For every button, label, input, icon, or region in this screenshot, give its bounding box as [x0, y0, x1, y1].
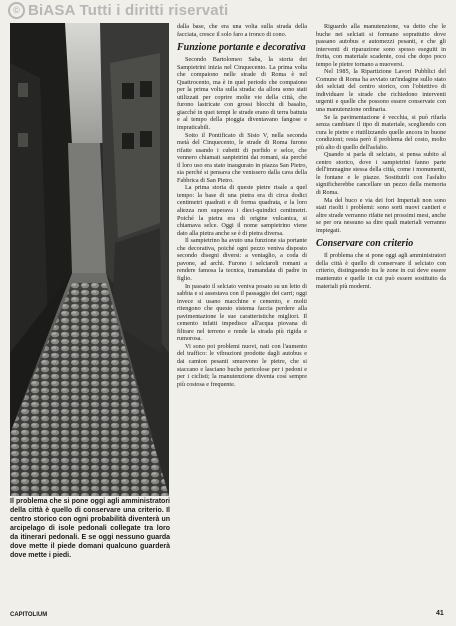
watermark — [8, 2, 228, 19]
copyright-icon: © — [8, 2, 25, 19]
section-heading-funzione: Funzione portante e decorativa — [177, 42, 306, 54]
photo-caption: Il problema che si pone oggi agli amministratori della città è quello di conservare una criterio. Il centro storico con ogni probabilità diventerà un arcipelago di isole pedonali collegate tra loro da itinerari pedonali. E se oggi nessuno guarda dove mette il piede domani qualcuno guarderà dove mette i piedi. — [10, 498, 170, 559]
body-paragraph: Il problema che si pone oggi agli amministratori della città è quello di conservare il selciato con criterio, distinguendo tra le zone in cui deve essere mantenuto e quelle in cui può essere sostituito da materiali più moderni. — [316, 252, 446, 290]
street-photo — [10, 23, 169, 496]
body-paragraph: Secondo Bartolomeo Saba, la storia dei Sampietrini inizia nel Cinquecento. La prima volta che compaiono nelle strade di Roma è nel Quattrocento, ma è in quel periodo che compaiono per la prima volta sulla strada: da allora sono stati utilizzati per coprire molte vie della città, che furono lastricate con grossi blocchi di basalto, giacché in quei tempi le strade erano di terra battuta e al tempo della pioggia diventavano fangose e impraticabili. — [177, 56, 307, 132]
body-paragraph: In passato il selciato veniva posato su un letto di sabbia e si assestava con il passaggio dei carri; oggi invece si usano macchine e cemento, e molti ritengono che questo sistema faccia perdere alla pavimentazione le sue caratteristiche migliori. Il cemento infatti impedisce all'acqua piovana di filtrare nel terreno e rende la strada più rigida e rumorosa. — [177, 282, 307, 343]
magazine-name: CAPITOLIUM — [10, 612, 48, 618]
body-paragraph: Il sampietrino ha avuto una funzione sia portante che decorativa, poiché ogni pezzo veniva disposto secondo disegni diversi: a ventaglio, a coda di pavone, ad archi. Furono i selciaroli romani a rendere famosa la tecnica, tramandata di padre in figlio. — [177, 237, 307, 282]
body-paragraph: Quando si parla di selciato, si pensa subito al centro storico, dove i sampietrini fanno parte dell'immagine stessa della città, come i monumenti, le fontane e le piazze. Sostituirli con l'asfalto significherebbe cancellare un pezzo della memoria di Roma. — [316, 151, 446, 197]
body-paragraph: Nel 1985, la Ripartizione Lavori Pubblici del Comune di Roma ha avviato un'indagine sullo stato dei selciati del centro storico, con l'obiettivo di individuare le strade che richiedono interventi urgenti e quelle che possono essere conservate con una manutenzione ordinaria. — [316, 68, 446, 114]
column-intro: dalla base, che era una volta sulla strada della facciata, cresce il solo faro a tronco di cono. — [177, 23, 307, 38]
watermark-text: BiASA Tutti i diritti riservati — [28, 2, 229, 19]
body-paragraph: Ma del buco e via dei fori Imperiali non sono stati risolti i problemi: sono sorti nuovi cantieri e altre strade verranno rifatte nei prossimi mesi, anche se per ora nessuno sa dire quali materiali verranno impiegati. — [316, 196, 446, 234]
body-paragraph: Vi sono poi problemi nuovi, nati con l'aumento del traffico: le vibrazioni prodotte dagli autobus e dai camion pesanti smuovono le pietre, che si staccano e lasciano buche pericolose per i pedoni e per i ciclisti; la manutenzione diventa così sempre più costosa e frequente. — [177, 342, 307, 388]
body-paragraph: Riguardo alla manutenzione, va detto che le buche nei selciati si formano soprattutto dove passano autobus e automezzi pesanti, e che gli interventi di riparazione sono spesso eseguiti in fretta, con materiale scadente, così che dopo poco tempo le pietre tornano a muoversi. — [316, 23, 446, 68]
street-photo-drawing — [10, 23, 169, 496]
body-paragraph: Sotto il Pontificato di Sisto V, nella seconda metà del Cinquecento, le strade di Roma furono rifatte usando i cubetti di porfido e selce, che vennero chiamati sanpietrini dai romani, sia perché il loro uso era stato inaugurato in piazza San Pietro, sia perché si pensava che venissero dalla cava della Fabbrica di San Pietro. — [177, 131, 307, 184]
body-paragraph: La prima storia di queste pietre risale a quel tempo: la base di una pietra era di circa dodici centimetri quadrati e di forma quadrata, e la loro altezza non superava i dieci-quindici centimetri. Poiché la pietra era di origine vulcanica, si chiamava selce. Oggi il nome sampietrino viene dato alla pietra anche se è di pietra diversa. — [177, 184, 307, 237]
text-column-middle — [177, 23, 307, 608]
page-number: 41 — [436, 610, 444, 617]
section-heading-conservare: Conservare con criterio — [316, 238, 414, 250]
body-paragraph: Se la pavimentazione è vecchia, si può rifarla senza cambiare il tipo di materiale, scegliendo con cura le pietre e riutilizzando quelle ancora in buone condizioni; resta però il problema del costo, molto più alto di quello dell'asfalto. — [316, 113, 446, 151]
text-column-right — [316, 23, 446, 608]
